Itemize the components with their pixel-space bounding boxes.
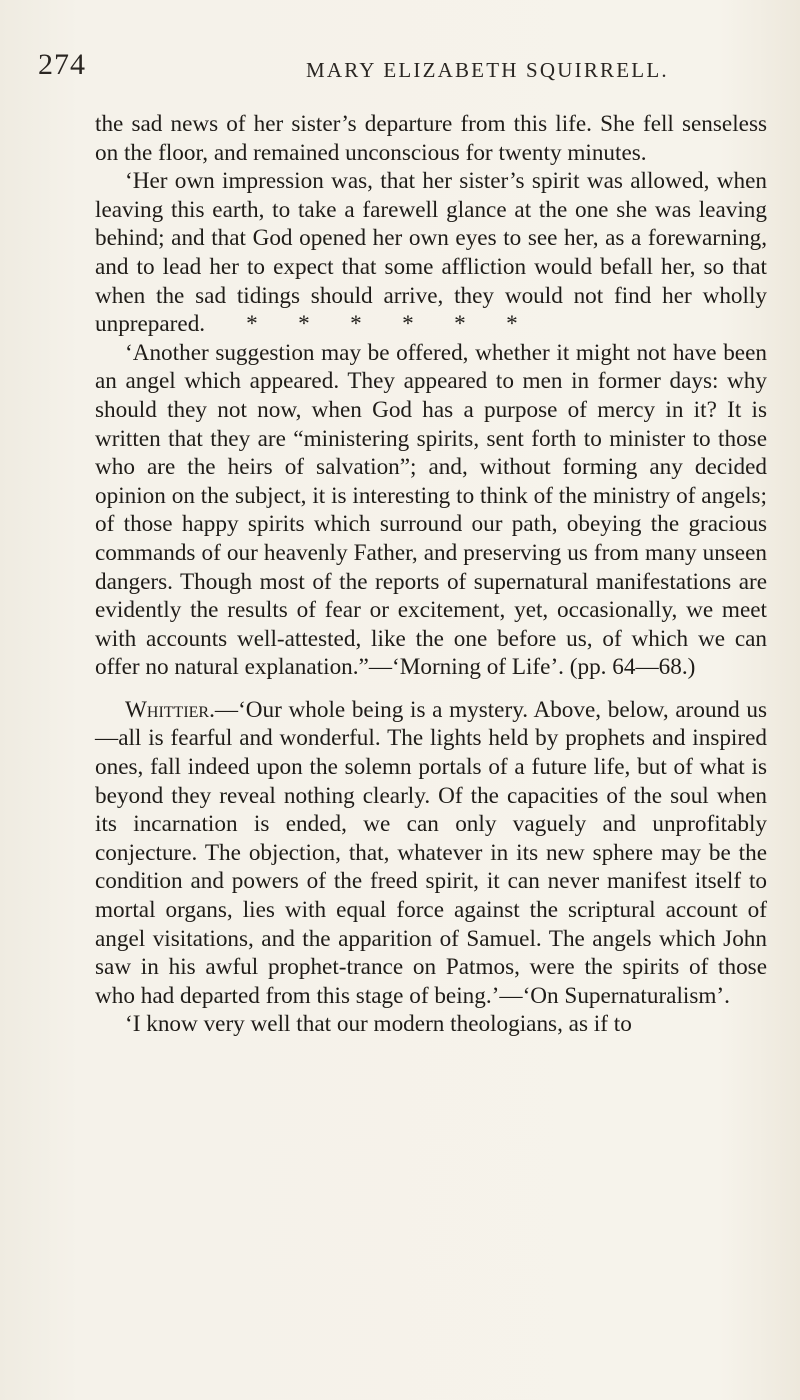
paragraph-theologians: ‘I know very well that our modern theologians, as if to	[125, 1011, 632, 1038]
paragraph-impression	[95, 167, 767, 339]
star: *	[298, 311, 310, 338]
star: *	[454, 311, 466, 338]
running-head	[38, 48, 760, 88]
body-text	[95, 110, 767, 1039]
paragraph-continuation: the sad news of her sister’s departure from this life. She fell senseless on the floor, and remained unconscious for twenty minutes.	[95, 111, 767, 166]
paragraph-whittier-text: —‘Our whole being is a mystery. Above, below, around us—all is fearful and wonderful. The lights held by prophets and inspired ones, fall indeed upon the solemn portals of a future life, but of what is beyond they reveal nothing clearly. Of the capacities of the soul when its incarnation is ended, we can only vaguely and unprofitably conjecture. The objection, that, whatever in its new sphere may be the condition and powers of the freed spirit, it can never manifest itself to mortal organs, lies with equal force against the scriptural account of angel visitations, and the apparition of Samuel. The angels which John saw in his awful prophet-trance on Patmos, were the spirits of those who had departed from this stage of being.’—‘On Supernaturalism’.	[95, 696, 767, 1009]
paragraph-whittier	[95, 696, 767, 1011]
author-name: Whittier.	[125, 696, 215, 723]
paragraph-impression-text: ‘Her own impression was, that her sister’s spirit was allowed, when leaving this earth, to take a farewell glance at the one she was leaving behind; and that God opened her own eyes to see her, as a forewarning, and to lead her to expect that some affliction would befall her, so that when the sad tidings should arrive, they would not find her wholly unprepared.	[95, 168, 767, 338]
page-number: 274	[38, 48, 86, 81]
ellipsis-stars	[211, 311, 523, 337]
running-title: MARY ELIZABETH SQUIRRELL.	[306, 58, 669, 82]
star: *	[246, 311, 258, 338]
star: *	[350, 311, 362, 338]
star: *	[506, 311, 518, 338]
star: *	[402, 311, 414, 338]
paragraph-angel-suggestion: ‘Another suggestion may be offered, whether it might not have been an angel which appeared. They appeared to men in former days: why should they not now, when God has a purpose of mercy in it? It is written that they are “ministering spirits, sent forth to minister to those who are the heirs of salvation”; and, without forming any decided opinion on the subject, it is interesting to think of the ministry of angels; of those happy spirits which surround our path, obeying the gracious commands of our heavenly Father, and preserving us from many unseen dangers. Though most of the reports of supernatural manifestations are evidently the results of fear or excitement, yet, occasionally, we meet with accounts well-attested, like the one before us, of which we can offer no natural explanation.”—‘Morning of Life’. (pp. 64—68.)	[95, 339, 767, 681]
